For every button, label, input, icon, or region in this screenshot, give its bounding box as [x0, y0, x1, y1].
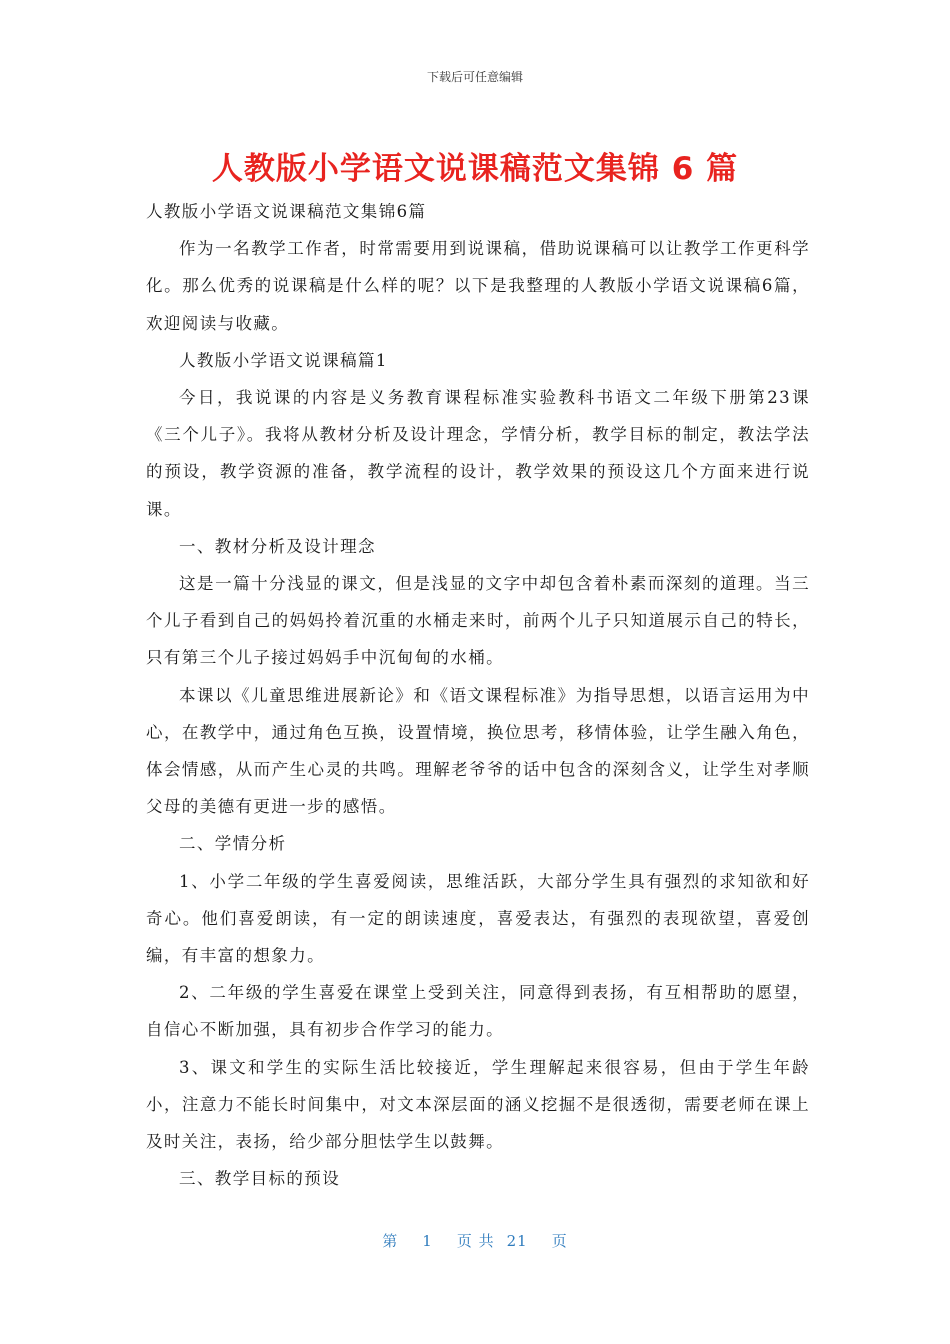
- paragraph: 3、课文和学生的实际生活比较接近，学生理解起来很容易，但由于学生年龄小，注意力不能长时间集中，对文本深层面的涵义挖掘不是很透彻，需要老师在课上及时关注，表扬，给少部分胆怯学生以鼓舞。: [146, 1057, 810, 1152]
- paragraph: 1、小学二年级的学生喜爱阅读，思维活跃，大部分学生具有强烈的求知欲和好奇心。他们喜爱朗读，有一定的朗读速度，喜爱表达，有强烈的表现欲望，喜爱创编，有丰富的想象力。: [146, 871, 810, 966]
- document-title: 人教版小学语文说课稿范文集锦 6 篇: [211, 151, 739, 187]
- paragraph-subtitle: 人教版小学语文说课稿范文集锦6篇: [146, 202, 427, 221]
- section-heading: 人教版小学语文说课稿篇1: [179, 350, 388, 370]
- header-note: 下载后可任意编辑: [426, 70, 523, 84]
- footer-prefix: 第: [382, 1232, 399, 1250]
- section-heading: 三、教学目标的预设: [179, 1169, 341, 1189]
- footer-suffix: 页: [551, 1232, 568, 1250]
- page-footer: [0, 1230, 950, 1251]
- document-body: [146, 193, 810, 1197]
- section-heading: 二、学情分析: [179, 834, 287, 854]
- paragraph-intro: 作为一名教学工作者，时常需要用到说课稿，借助说课稿可以让教学工作更科学化。那么优秀的说课稿是什么样的呢？以下是我整理的人教版小学语文说课稿6篇，欢迎阅读与收藏。: [146, 239, 810, 333]
- paragraph: 今日，我说课的内容是义务教育课程标准实验教科书语文二年级下册第23课《三个儿子》。我将从教材分析及设计理念，学情分析，教学目标的制定，教法学法的预设，教学资源的准备，教学流程的设计，教学效果的预设这几个方面来进行说课。: [146, 388, 810, 519]
- footer-mid: 页 共: [456, 1232, 495, 1250]
- paragraph: 本课以《儿童思维进展新论》和《语文课程标准》为指导思想，以语言运用为中心，在教学中，通过角色互换，设置情境，换位思考，移情体验，让学生融入角色，体会情感，从而产生心灵的共鸣。理解老爷爷的话中包含的深刻含义，让学生对孝顺父母的美德有更进一步的感悟。: [146, 685, 810, 817]
- footer-total-pages: 21: [506, 1232, 528, 1250]
- footer-current-page: 1: [422, 1232, 433, 1250]
- section-heading: 一、教材分析及设计理念: [179, 536, 376, 556]
- paragraph: 2、二年级的学生喜爱在课堂上受到关注，同意得到表扬，有互相帮助的愿望，自信心不断加强，具有初步合作学习的能力。: [146, 983, 810, 1040]
- paragraph: 这是一篇十分浅显的课文，但是浅显的文字中却包含着朴素而深刻的道理。当三个儿子看到自己的妈妈拎着沉重的水桶走来时，前两个儿子只知道展示自己的特长，只有第三个儿子接过妈妈手中沉甸甸的水桶。: [146, 574, 810, 668]
